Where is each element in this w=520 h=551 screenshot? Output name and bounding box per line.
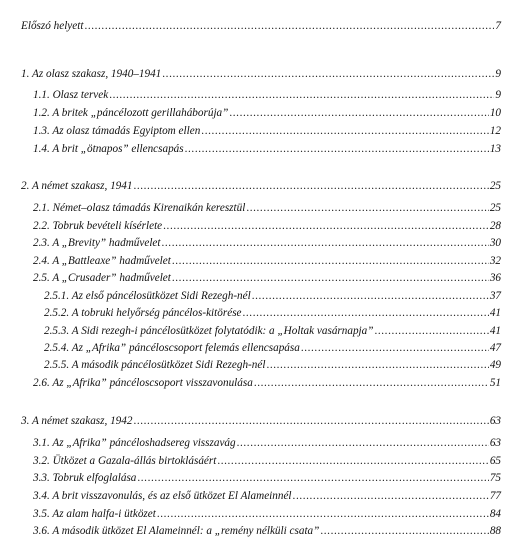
toc-entry-title: 2.5.3. A Sidi rezegh-i páncélosütközet folytatódik: a „Holtak vasárnapja”	[44, 325, 374, 337]
dot-leader	[172, 271, 489, 285]
dot-leader	[162, 67, 494, 81]
toc-entry-page: 37	[489, 290, 501, 302]
toc-part-heading[interactable]	[21, 67, 501, 81]
toc-entry-page: 32	[489, 255, 501, 267]
toc-entry-page: 12	[489, 125, 501, 137]
toc-entry-title: 3.1. Az „Afrika” páncéloshadsereg visszavág	[33, 437, 236, 449]
toc-entry-page: 84	[489, 508, 501, 520]
dot-leader	[293, 489, 489, 503]
toc-entry[interactable]	[33, 124, 501, 138]
dot-leader	[246, 201, 488, 215]
toc-entry-page: 25	[489, 180, 501, 192]
dot-leader	[133, 179, 488, 193]
toc-entry[interactable]	[33, 489, 501, 503]
toc-entry-title: 2.4. A „Battleaxe” hadművelet	[33, 255, 171, 267]
toc-entry[interactable]	[33, 471, 501, 485]
toc-entry-title: 2. A német szakasz, 1941	[21, 180, 133, 192]
dot-leader	[374, 324, 488, 338]
toc-entry[interactable]	[33, 376, 501, 390]
toc-entry[interactable]	[33, 88, 501, 102]
dot-leader	[84, 19, 494, 33]
toc-entry-title: 3.2. Ütközet a Gazala-állás birtoklásáért	[33, 455, 217, 467]
toc-entry-page: 63	[489, 415, 501, 427]
toc-subentry[interactable]	[44, 289, 501, 303]
toc-part-heading[interactable]	[21, 414, 501, 428]
dot-leader	[229, 106, 488, 120]
dot-leader	[201, 124, 489, 138]
toc-entry-page: 10	[489, 107, 501, 119]
toc-entry-page: 47	[489, 342, 501, 354]
toc-entry-preface[interactable]	[21, 19, 501, 33]
toc-entry-page: 41	[489, 307, 501, 319]
toc-entry-page: 41	[489, 325, 501, 337]
toc-entry-page: 9	[495, 89, 501, 101]
toc-subentry[interactable]	[44, 358, 501, 372]
toc-entry-title: 2.5. A „Crusader” hadművelet	[33, 272, 171, 284]
toc-entry-title: 3.6. A második ütközet El Alameinnél: a „remény nélküli csata”	[33, 525, 320, 537]
toc-entry-title: 3. A német szakasz, 1942	[21, 415, 133, 427]
toc-entry-title: 1.3. Az olasz támadás Egyiptom ellen	[33, 125, 201, 137]
toc-entry-page: 13	[489, 143, 501, 155]
toc-entry-title: Előszó helyett	[21, 20, 84, 32]
toc-subentry[interactable]	[44, 341, 501, 355]
dot-leader	[172, 254, 489, 268]
dot-leader	[109, 88, 494, 102]
toc-entry-title: 1. Az olasz szakasz, 1940–1941	[21, 68, 162, 80]
toc-entry-page: 30	[489, 237, 501, 249]
toc-entry-title: 2.1. Német–olasz támadás Kirenaikán keresztül	[33, 202, 246, 214]
toc-entry-title: 2.5.2. A tobruki helyőrség páncélos-kitörése	[44, 307, 242, 319]
toc-subentry[interactable]	[44, 324, 501, 338]
toc-entry[interactable]	[33, 236, 501, 250]
toc-subentry[interactable]	[44, 306, 501, 320]
toc-entry[interactable]	[33, 454, 501, 468]
toc-entry-page: 9	[495, 68, 501, 80]
toc-entry-title: 2.5.5. A második páncélosütközet Sidi Rezegh-nél	[44, 359, 266, 371]
toc-entry-page: 25	[489, 202, 501, 214]
toc-entry-title: 2.6. Az „Afrika” páncéloscsoport visszavonulása	[33, 377, 253, 389]
dot-leader	[217, 454, 488, 468]
dot-leader	[163, 219, 489, 233]
toc-entry[interactable]	[33, 254, 501, 268]
toc-entry-title: 2.5.1. Az első páncélosütközet Sidi Rezegh-nél	[44, 290, 251, 302]
toc-entry-page: 49	[489, 359, 501, 371]
toc-entry-page: 75	[489, 472, 501, 484]
dot-leader	[237, 436, 489, 450]
toc-entry-page: 7	[495, 20, 501, 32]
toc-entry-title: 3.4. A brit visszavonulás, és az első ütközet El Alameinnél	[33, 490, 292, 502]
toc-entry-page: 51	[489, 377, 501, 389]
dot-leader	[320, 524, 488, 538]
dot-leader	[137, 471, 488, 485]
dot-leader	[243, 306, 489, 320]
dot-leader	[301, 341, 489, 355]
dot-leader	[133, 414, 488, 428]
toc-entry[interactable]	[33, 524, 501, 538]
dot-leader	[252, 289, 489, 303]
toc-entry-page: 63	[489, 437, 501, 449]
toc-entry[interactable]	[33, 201, 501, 215]
toc-entry-title: 2.3. A „Brevity” hadművelet	[33, 237, 161, 249]
toc-entry[interactable]	[33, 436, 501, 450]
toc-entry-title: 1.2. A britek „páncélozott gerillaháborúja”	[33, 107, 229, 119]
toc-entry[interactable]	[33, 219, 501, 233]
toc-entry-title: 1.4. A brit „ötnapos” ellencsapás	[33, 143, 184, 155]
toc-entry-title: 3.5. Az alam halfa-i ütközet	[33, 508, 156, 520]
toc-entry-page: 28	[489, 220, 501, 232]
toc-part-heading[interactable]	[21, 179, 501, 193]
toc-entry-title: 2.5.4. Az „Afrika” páncéloscsoport felemás ellencsapása	[44, 342, 300, 354]
toc-entry-page: 77	[489, 490, 501, 502]
toc-entry[interactable]	[33, 271, 501, 285]
dot-leader	[157, 507, 489, 521]
toc-entry-title: 2.2. Tobruk bevételi kísérlete	[33, 220, 163, 232]
toc-entry-title: 1.1. Olasz tervek	[33, 89, 109, 101]
toc-entry[interactable]	[33, 142, 501, 156]
toc-entry-page: 88	[489, 525, 501, 537]
toc-entry-title: 3.3. Tobruk elfoglalása	[33, 472, 137, 484]
dot-leader	[254, 376, 489, 390]
toc-entry-page: 65	[489, 455, 501, 467]
toc-entry[interactable]	[33, 106, 501, 120]
dot-leader	[162, 236, 489, 250]
dot-leader	[266, 358, 488, 372]
toc-entry[interactable]	[33, 507, 501, 521]
toc-entry-page: 36	[489, 272, 501, 284]
dot-leader	[185, 142, 489, 156]
